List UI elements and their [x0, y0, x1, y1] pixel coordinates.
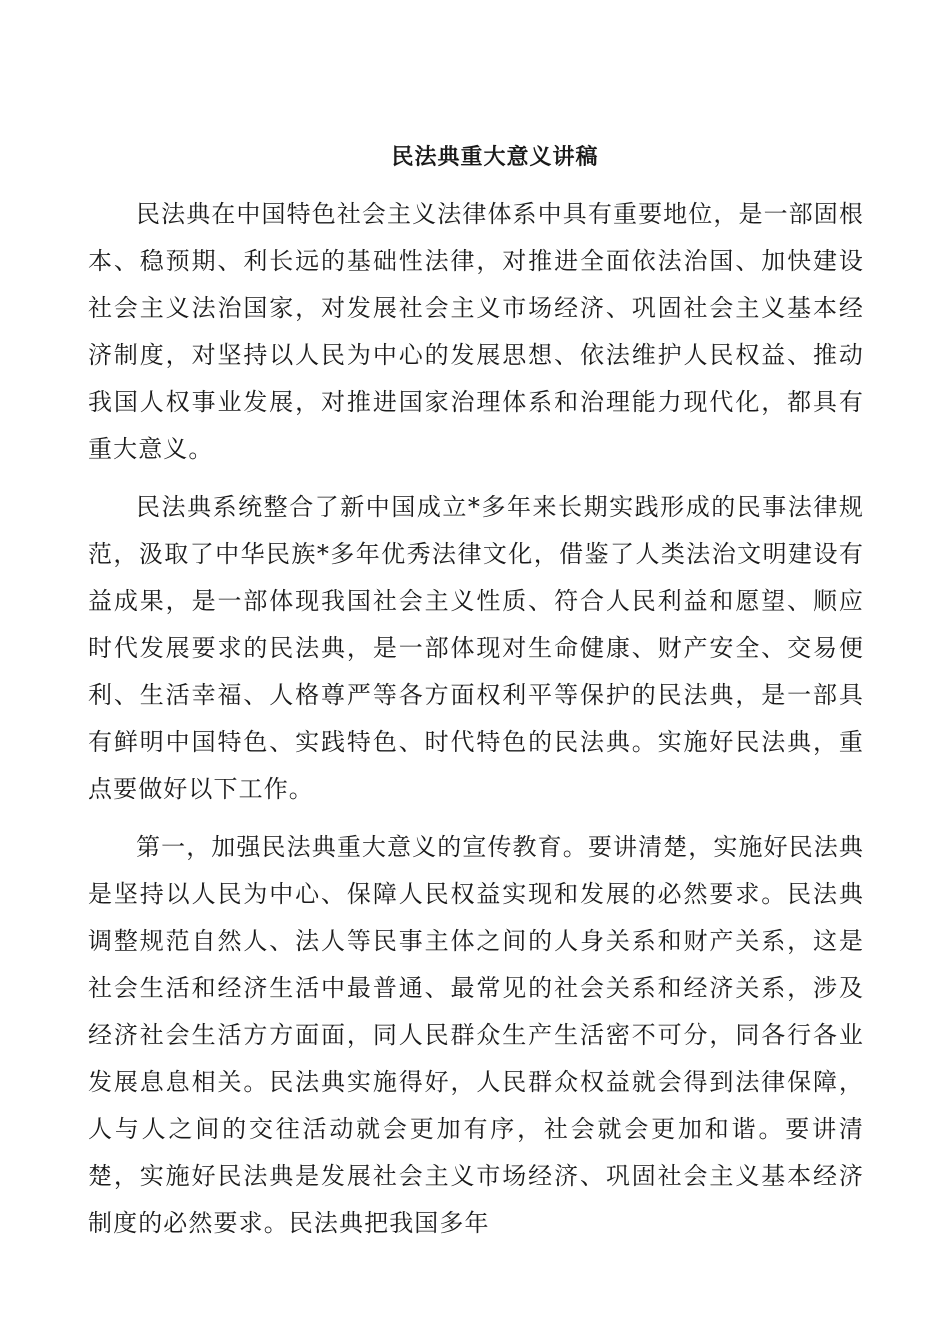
- paragraph-2: 民法典系统整合了新中国成立*多年来长期实践形成的民事法律规范，汲取了中华民族*多年优秀法律文化，借鉴了人类法治文明建设有益成果，是一部体现我国社会主义性质、符合人民利益和愿望、顺应时代发展要求的民法典，是一部体现对生命健康、财产安全、交易便利、生活幸福、人格尊严等各方面权利平等保护的民法典，是一部具有鲜明中国特色、实践特色、时代特色的民法典。实施好民法典，重点要做好以下工作。: [88, 493, 864, 803]
- paragraph-1: 民法典在中国特色社会主义法律体系中具有重要地位，是一部固根本、稳预期、利长远的基础性法律，对推进全面依法治国、加快建设社会主义法治国家，对发展社会主义市场经济、巩固社会主义基本经济制度，对坚持以人民为中心的发展思想、依法维护人民权益、推动我国人权事业发展，对推进国家治理体系和治理能力现代化，都具有重大意义。: [88, 200, 864, 463]
- document-body: [88, 191, 864, 1247]
- document-title: 民法典重大意义讲稿: [391, 145, 599, 170]
- paragraph-3: 第一，加强民法典重大意义的宣传教育。要讲清楚，实施好民法典是坚持以人民为中心、保障人民权益实现和发展的必然要求。民法典调整规范自然人、法人等民事主体之间的人身关系和财产关系，这是社会生活和经济生活中最普通、最常见的社会关系和经济关系，涉及经济社会生活方方面面，同人民群众生产生活密不可分，同各行各业发展息息相关。民法典实施得好，人民群众权益就会得到法律保障，人与人之间的交往活动就会更加有序，社会就会更加和谐。要讲清楚，实施好民法典是发展社会主义市场经济、巩固社会主义基本经济制度的必然要求。民法典把我国多年: [88, 833, 864, 1237]
